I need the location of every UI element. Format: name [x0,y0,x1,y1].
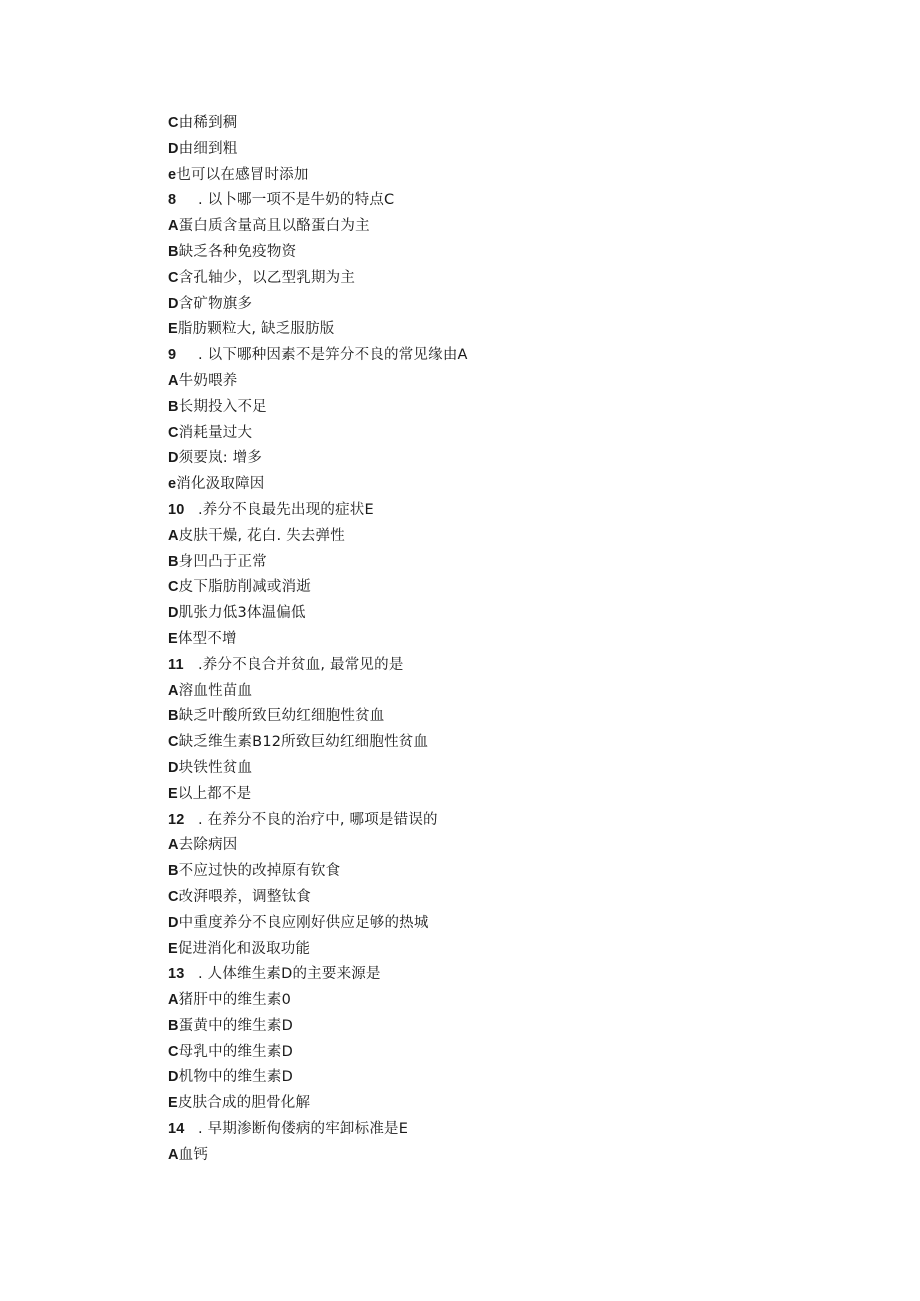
option-letter: D [168,914,179,931]
option-text: 机物中的维生素D [178,1069,293,1086]
option-letter: C [168,115,179,131]
option-text: 身凹凸于正常 [178,553,267,570]
option-line [168,111,868,137]
option-line [168,369,868,395]
option-letter: E [168,321,178,338]
question-text: . 在养分不良的治疗中, 哪项是错误的 [198,811,438,828]
option-line [168,1143,868,1169]
option-letter: C [168,424,179,441]
option-line [168,266,868,292]
question-text: .养分不良最先出现的症状E [198,501,374,518]
option-text: 含孔轴少，以乙型乳期为主 [178,269,356,286]
option-line [168,937,868,963]
option-line [168,988,868,1014]
option-line [168,575,868,601]
option-text: 促进消化和汲取功能 [177,940,311,957]
option-text: 由细到粗 [178,140,238,157]
option-line [168,704,868,730]
option-letter: A [168,1146,179,1163]
option-text: 体型不增 [177,630,237,647]
question-number: 14 [168,1121,185,1138]
option-letter: e [168,166,177,183]
question-line [168,962,868,988]
option-line [168,627,868,653]
option-line [168,601,868,627]
option-text: 长期投入不足 [178,398,267,415]
option-letter: A [168,527,179,544]
option-text: 皮下脂肪削减或消逝 [178,579,311,596]
option-line [168,214,868,240]
question-number: 13 [168,966,185,983]
option-letter: E [168,1095,178,1112]
option-line [168,1014,868,1040]
option-letter: B [168,1017,179,1034]
option-letter: A [168,682,179,699]
question-line [168,188,868,214]
option-line [168,1091,868,1117]
option-letter: D [168,759,179,776]
option-text: 含矿物旗多 [178,295,253,312]
option-text: 由稀到稠 [178,115,238,131]
option-line [168,859,868,885]
option-line [168,730,868,756]
option-letter: e [168,476,177,493]
document-body [168,111,868,1169]
option-letter: D [168,1069,179,1086]
option-letter: C [168,1043,179,1060]
option-text: 去除病因 [178,837,238,854]
option-letter: B [168,243,179,260]
question-number: 9 [168,347,177,364]
option-line [168,421,868,447]
option-text: 块铁性贫血 [178,759,253,776]
option-text: 不应过快的改掉原有钦食 [178,863,341,880]
question-line [168,808,868,834]
option-text: 以上都不是 [177,785,252,802]
option-text: 也可以在感冒时添加 [176,166,309,183]
option-text: 缺乏各种免疫物资 [178,243,297,260]
option-line [168,472,868,498]
option-text: 血钙 [178,1146,209,1163]
option-text: 肌张力低3体温偏低 [178,605,306,622]
question-text: . 以卜哪一项不是牛奶的特点C [198,192,395,209]
question-number: 12 [168,811,185,828]
option-line [168,1040,868,1066]
option-line [168,137,868,163]
option-line [168,679,868,705]
option-text: 牛奶喂养 [178,372,238,389]
option-letter: A [168,218,179,235]
option-letter: C [168,734,179,751]
question-line [168,343,868,369]
question-number: 10 [168,501,185,518]
option-line [168,885,868,911]
question-number: 11 [168,656,184,673]
question-number: 8 [168,192,177,209]
option-letter: E [168,785,178,802]
option-line [168,756,868,782]
option-line [168,395,868,421]
option-line [168,292,868,318]
option-letter: D [168,295,179,312]
question-line [168,653,868,679]
option-text: 须要岚: 增多 [178,450,263,467]
question-line [168,498,868,524]
option-text: 改湃喂养，调整钛食 [178,888,311,905]
question-line [168,1117,868,1143]
option-text: 皮肤合成的胆骨化解 [177,1095,311,1112]
option-letter: D [168,140,179,157]
option-text: 溶血性苗血 [178,682,253,699]
option-line [168,446,868,472]
option-line [168,550,868,576]
option-text: 消耗量过大 [178,424,253,441]
option-letter: C [168,579,179,596]
option-line [168,782,868,808]
option-line [168,1065,868,1091]
option-text: 消化汲取障因 [176,476,265,493]
option-line [168,911,868,937]
option-text: 蛋黄中的维生素D [178,1017,293,1034]
option-letter: B [168,863,179,880]
question-text: .养分不良合并贫血, 最常见的是 [198,656,404,673]
option-letter: A [168,992,179,1009]
option-line [168,524,868,550]
option-letter: D [168,605,179,622]
option-letter: E [168,940,178,957]
option-text: 缺乏叶酸所致巨幼红细胞性贫血 [178,708,385,725]
option-line [168,240,868,266]
option-text: 母乳中的维生素D [178,1043,293,1060]
option-text: 蛋白质含量高且以酪蛋白为主 [178,218,370,235]
option-letter: B [168,553,179,570]
option-letter: C [168,888,179,905]
option-letter: C [168,269,179,286]
option-text: 缺乏维生素B12所致巨幼红细胞性贫血 [178,734,429,751]
question-text: . 人体维生素D的主要来源是 [198,966,381,983]
option-line [168,317,868,343]
option-line [168,163,868,189]
option-letter: B [168,398,179,415]
option-letter: B [168,708,179,725]
option-letter: A [168,837,179,854]
option-line [168,833,868,859]
option-text: 中重度养分不良应刚好供应足够的热城 [178,914,429,931]
option-text: 皮肤干燥, 花白. 失去弹性 [178,527,345,544]
question-text: . 以下哪种因素不是笄分不良的常见缘由A [198,347,468,364]
option-text: 猪肝中的维生素0 [178,992,291,1009]
question-text: . 早期渗断佝偻病的牢卸标准是E [198,1121,409,1138]
option-letter: D [168,450,179,467]
option-letter: E [168,630,178,647]
option-text: 脂肪颗粒大, 缺乏服肪版 [177,321,335,338]
option-letter: A [168,372,179,389]
